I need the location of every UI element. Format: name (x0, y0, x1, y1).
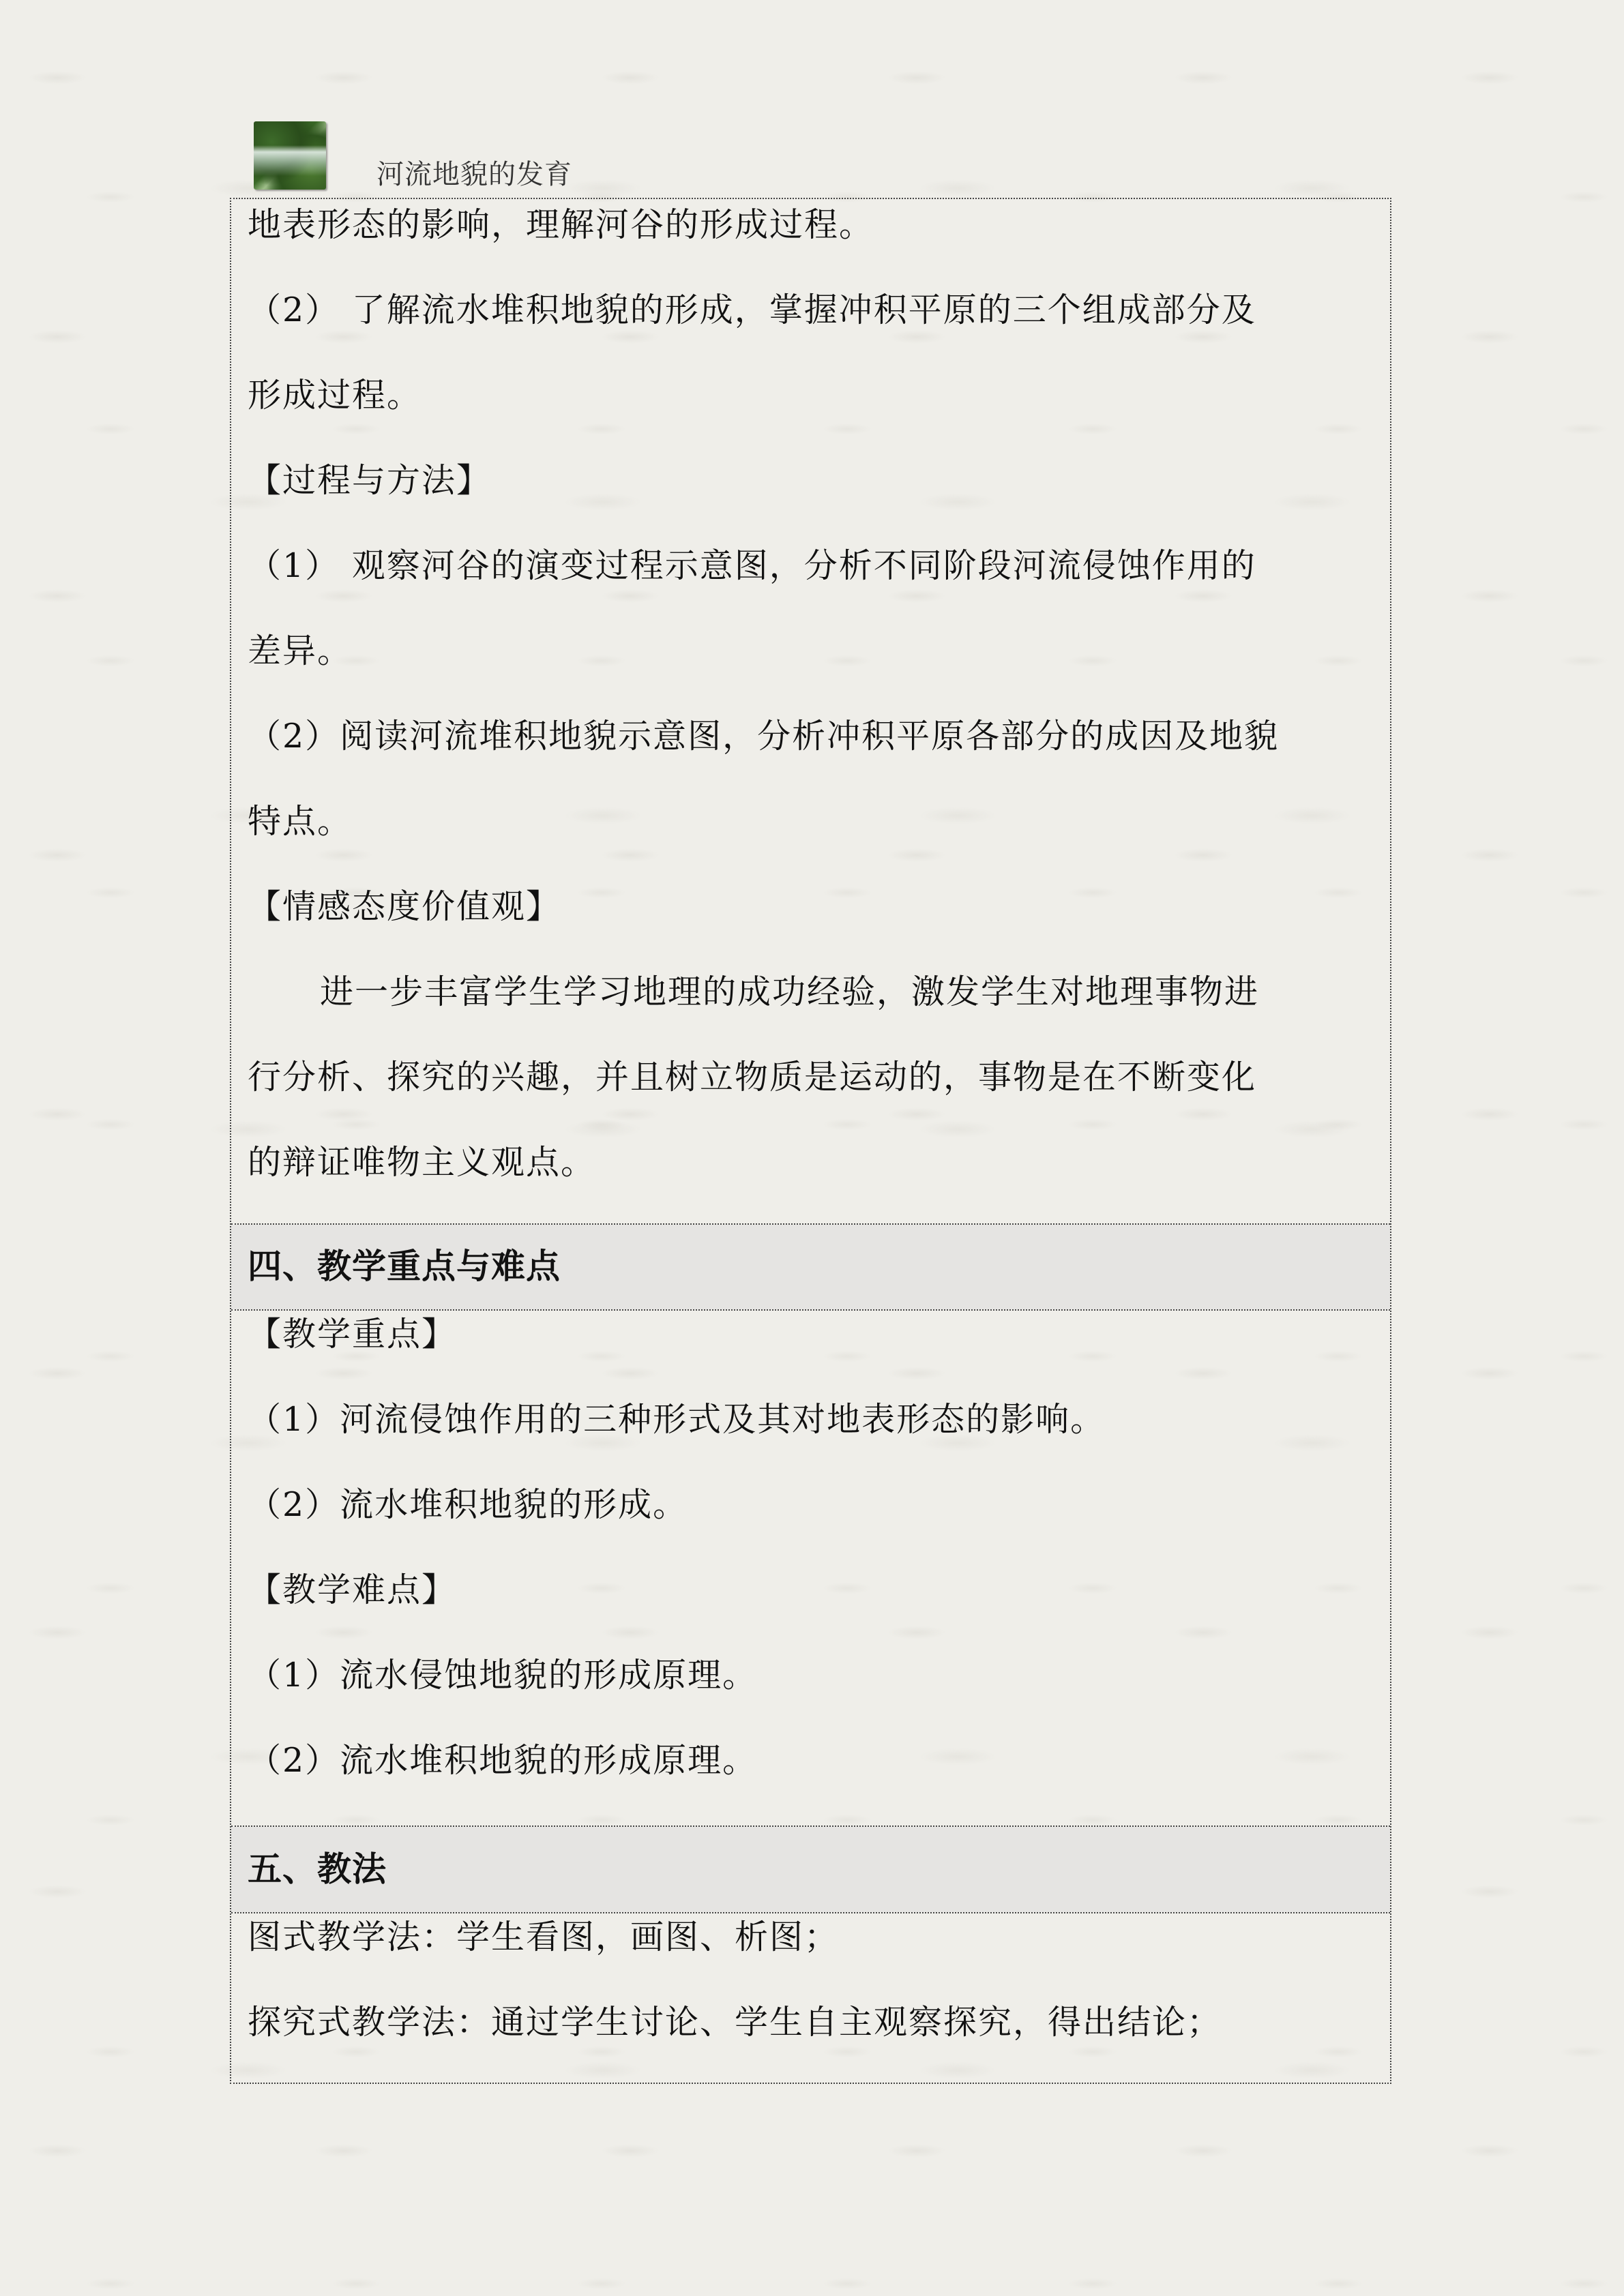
subheading-teaching-difficulty: 【教学难点】 (248, 1570, 457, 1609)
text-line: 差异。 (248, 631, 353, 670)
text-line: （1） 观察河谷的演变过程示意图，分析不同阶段河流侵蚀作用的 (248, 546, 1256, 585)
text-line: 特点。 (248, 802, 353, 841)
waterfall-thumbnail-icon (254, 121, 326, 190)
text-line: 图式教学法：学生看图，画图、析图； (248, 1918, 840, 1956)
section-heading-band (231, 1225, 1390, 1309)
text-line: （2）流水堆积地貌的形成。 (248, 1485, 688, 1524)
text-line: （2） 了解流水堆积地貌的形成，掌握冲积平原的三个组成部分及 (248, 290, 1256, 329)
content-table (230, 198, 1391, 2084)
text-line: 探究式教学法：通过学生讨论、学生自主观察探究，得出结论； (248, 2003, 1222, 2042)
section-heading-key-points: 四、教学重点与难点 (248, 1247, 561, 1286)
subheading-process-method: 【过程与方法】 (248, 461, 492, 500)
text-line: （1）流水侵蚀地貌的形成原理。 (248, 1656, 758, 1695)
text-line: （1）河流侵蚀作用的三种形式及其对地表形态的影响。 (248, 1400, 1106, 1439)
text-line: （2）流水堆积地貌的形成原理。 (248, 1741, 758, 1780)
subheading-values: 【情感态度价值观】 (248, 887, 561, 926)
text-line: 的辩证唯物主义观点。 (248, 1143, 596, 1182)
text-line: 形成过程。 (248, 376, 422, 415)
page-header (254, 121, 1393, 190)
subheading-teaching-focus: 【教学重点】 (248, 1315, 457, 1354)
text-line: 进一步丰富学生学习地理的成功经验，激发学生对地理事物进 (320, 972, 1260, 1011)
text-line: 行分析、探究的兴趣，并且树立物质是运动的，事物是在不断变化 (248, 1058, 1257, 1097)
document-title: 河流地貌的发育 (377, 159, 572, 190)
text-line: （2）阅读河流堆积地貌示意图，分析冲积平原各部分的成因及地貌 (248, 717, 1280, 756)
section-heading-band (231, 1827, 1390, 1912)
section-heading-teaching-methods: 五、教法 (248, 1849, 387, 1889)
text-line: 地表形态的影响，理解河谷的形成过程。 (248, 205, 874, 244)
